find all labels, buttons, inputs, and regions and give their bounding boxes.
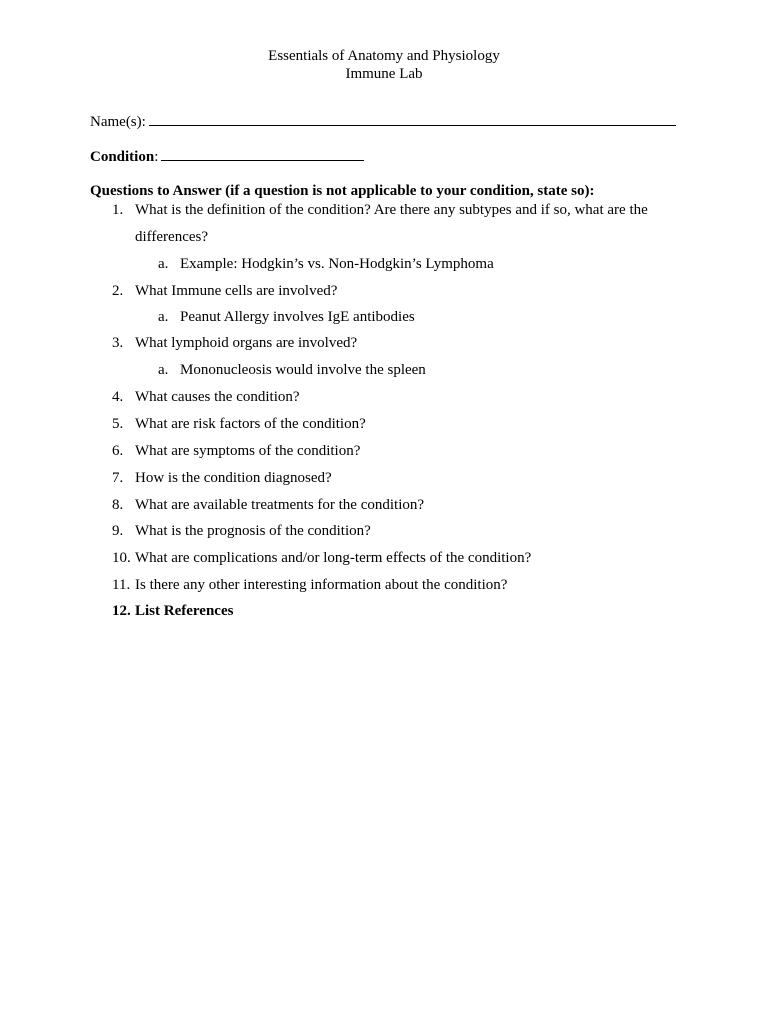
question-number: 5. [112, 416, 124, 432]
names-label: Name(s): [90, 114, 146, 130]
condition-colon: : [154, 149, 159, 165]
question-text: What lymphoid organs are involved? [135, 335, 358, 351]
question-text: What are available treatments for the condition? [135, 497, 425, 513]
question-text: What is the definition of the condition? Are there any subtypes and if so, what are the [135, 202, 648, 218]
question-number: 11. [112, 577, 131, 593]
sub-item-text: Peanut Allergy involves IgE antibodies [180, 309, 415, 325]
question-number: 10. [112, 550, 131, 566]
question-number: 2. [112, 283, 124, 299]
question-text: List References [135, 603, 234, 619]
question-number: 3. [112, 335, 124, 351]
sub-item-text: Example: Hodgkin’s vs. Non-Hodgkin’s Lymphoma [180, 256, 494, 272]
question-text: What are symptoms of the condition? [135, 443, 361, 459]
names-field-row [90, 111, 676, 131]
question-number: 9. [112, 523, 124, 539]
question-text: Is there any other interesting information about the condition? [135, 577, 508, 593]
sub-item-text: Mononucleosis would involve the spleen [180, 362, 426, 378]
question-number: 6. [112, 443, 124, 459]
document-subtitle: Immune Lab [345, 66, 423, 82]
question-number: 7. [112, 470, 124, 486]
question-number: 4. [112, 389, 124, 405]
names-blank-line[interactable] [149, 111, 676, 126]
condition-blank-line[interactable] [161, 146, 364, 161]
question-text: What are complications and/or long-term effects of the condition? [135, 550, 532, 566]
question-text: What causes the condition? [135, 389, 300, 405]
question-number: 12. [112, 603, 131, 619]
question-text: What is the prognosis of the condition? [135, 523, 371, 539]
condition-label: Condition [90, 149, 155, 165]
question-number: 1. [112, 202, 124, 218]
sub-item-letter: a. [158, 256, 169, 272]
condition-field-row [90, 146, 364, 166]
document-header [0, 47, 768, 83]
question-number: 8. [112, 497, 124, 513]
question-text: What are risk factors of the condition? [135, 416, 366, 432]
questions-heading: Questions to Answer (if a question is not applicable to your condition, state so): [90, 183, 595, 199]
question-text-continuation: differences? [135, 229, 209, 245]
sub-item-letter: a. [158, 362, 169, 378]
question-text: What Immune cells are involved? [135, 283, 338, 299]
question-text: How is the condition diagnosed? [135, 470, 332, 486]
sub-item-letter: a. [158, 309, 169, 325]
document-title: Essentials of Anatomy and Physiology [268, 48, 500, 64]
